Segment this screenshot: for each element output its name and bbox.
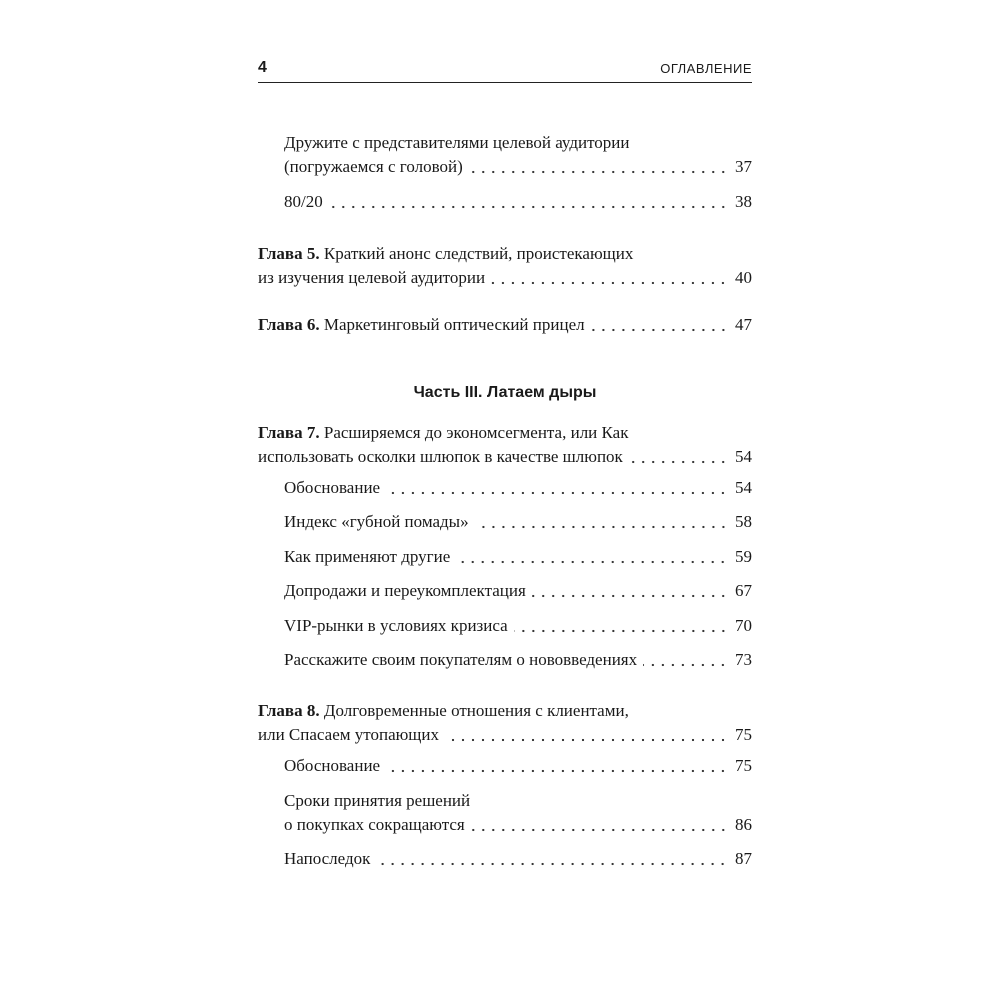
- toc-entry-line: [258, 723, 752, 747]
- dot-leader: [491, 281, 728, 285]
- toc-entry-line: [258, 699, 752, 723]
- toc-page-number: 54: [735, 478, 752, 497]
- toc-entry-line: [258, 421, 752, 445]
- dot-leader: [445, 738, 728, 742]
- toc-entry-line: [284, 510, 752, 534]
- running-head: ОГЛАВЛЕНИЕ: [660, 61, 752, 76]
- toc-chapter-5[interactable]: [258, 242, 752, 290]
- toc-entry-line: [284, 579, 752, 603]
- chapter-label: Глава 8.: [258, 701, 320, 720]
- toc-entry-title: Индекс «губной помады»: [284, 512, 469, 531]
- part-heading: Часть III. Латаем дыры: [413, 384, 597, 401]
- toc-entry-line: [284, 131, 752, 155]
- dot-leader: [591, 328, 728, 332]
- toc-entry-ch7-justification[interactable]: [284, 476, 752, 500]
- chapter-title: Долговременные отношения с клиентами,: [323, 701, 629, 720]
- toc-entry-ch8-justification[interactable]: [284, 754, 752, 778]
- chapter-label: Глава 6.: [258, 315, 320, 334]
- toc-page-number: 40: [735, 268, 752, 287]
- toc-page-number: 59: [735, 547, 752, 566]
- page-number: 4: [258, 59, 267, 76]
- dot-leader: [456, 560, 728, 564]
- toc-page-number: 87: [735, 849, 752, 868]
- toc-page-number: 58: [735, 512, 752, 531]
- toc-page-number: 75: [735, 725, 752, 744]
- toc-entry-pareto[interactable]: [284, 190, 752, 214]
- toc-entry-line: [284, 847, 752, 871]
- chapter-label: Глава 5.: [258, 244, 320, 263]
- toc-entry-friends[interactable]: [284, 131, 752, 179]
- dot-leader: [475, 525, 728, 529]
- chapter-title: Расширяемся до экономсегмента, или Как: [323, 423, 629, 442]
- toc-chapter-6[interactable]: [258, 313, 752, 337]
- toc-entry-title: 80/20: [284, 192, 323, 211]
- toc-entry-title: Допродажи и переукомплектация: [284, 581, 526, 600]
- toc-entry-title: Расскажите своим покупателям о нововведениях: [284, 650, 638, 669]
- dot-leader: [629, 460, 728, 464]
- toc-entry-line: [284, 155, 752, 179]
- chapter-label: Глава 7.: [258, 423, 320, 442]
- toc-entry-line: [258, 266, 752, 290]
- toc-entry-line: [258, 242, 752, 266]
- toc-entry-title: Обоснование: [284, 478, 381, 497]
- toc-entry-lipstick-index[interactable]: [284, 510, 752, 534]
- toc-page-number: 47: [735, 315, 752, 334]
- toc-entry-line: [284, 754, 752, 778]
- toc-entry-how-others-apply[interactable]: [284, 545, 752, 569]
- toc-entry-upsell[interactable]: [284, 579, 752, 603]
- chapter-title-continued: использовать осколки шлюпок в качестве шлюпок: [258, 447, 623, 466]
- toc-page-number: 73: [735, 650, 752, 669]
- toc-entry-line: [284, 813, 752, 837]
- toc-entry-line: [284, 476, 752, 500]
- toc-page-number: 54: [735, 447, 752, 466]
- chapter-title-continued: из изучения целевой аудитории: [258, 268, 486, 287]
- dot-leader: [376, 862, 728, 866]
- toc-page-number: 37: [735, 157, 752, 176]
- chapter-title: Краткий анонс следствий, проистекающих: [323, 244, 634, 263]
- toc-chapter-7[interactable]: [258, 421, 752, 469]
- toc-entry-title: VIP-рынки в условиях кризиса: [284, 616, 508, 635]
- toc-entry-title: Как применяют другие: [284, 547, 451, 566]
- dot-leader: [514, 629, 728, 633]
- toc-page-number: 70: [735, 616, 752, 635]
- toc-entry-line: [284, 789, 752, 813]
- dot-leader: [532, 594, 728, 598]
- toc-page-number: 38: [735, 192, 752, 211]
- dot-leader: [386, 491, 728, 495]
- toc-entry-line: [258, 445, 752, 469]
- toc-entry-title: Сроки принятия решений: [284, 791, 471, 810]
- toc-page-number: 67: [735, 581, 752, 600]
- dot-leader: [329, 205, 728, 209]
- dot-leader: [386, 769, 728, 773]
- toc-page-number: 75: [735, 756, 752, 775]
- toc-entry-line: [284, 648, 752, 672]
- toc-entry-title-continued: (погружаемся с головой): [284, 157, 463, 176]
- toc-page-number: 86: [735, 815, 752, 834]
- toc-entry-finally[interactable]: [284, 847, 752, 871]
- toc-chapter-8[interactable]: [258, 699, 752, 747]
- toc-entry-tell-customers[interactable]: [284, 648, 752, 672]
- toc-entry-title: Дружите с представителями целевой аудитории: [284, 133, 630, 152]
- dot-leader: [471, 828, 728, 832]
- dot-leader: [469, 170, 728, 174]
- toc-entry-title: Обоснование: [284, 756, 381, 775]
- toc-entry-line: [284, 190, 752, 214]
- chapter-title-continued: или Спасаем утопающих: [258, 725, 439, 744]
- toc-entry-line: [258, 313, 752, 337]
- toc-entry-title-continued: о покупках сокращаются: [284, 815, 465, 834]
- toc-entry-vip-markets[interactable]: [284, 614, 752, 638]
- toc-entry-title: Напоследок: [284, 849, 371, 868]
- toc-entry-line: [284, 614, 752, 638]
- toc-entry-decision-time[interactable]: [284, 789, 752, 837]
- toc-entry-line: [284, 545, 752, 569]
- chapter-title: Маркетинговый оптический прицел: [323, 315, 585, 334]
- dot-leader: [643, 663, 728, 667]
- page-header: [258, 58, 752, 83]
